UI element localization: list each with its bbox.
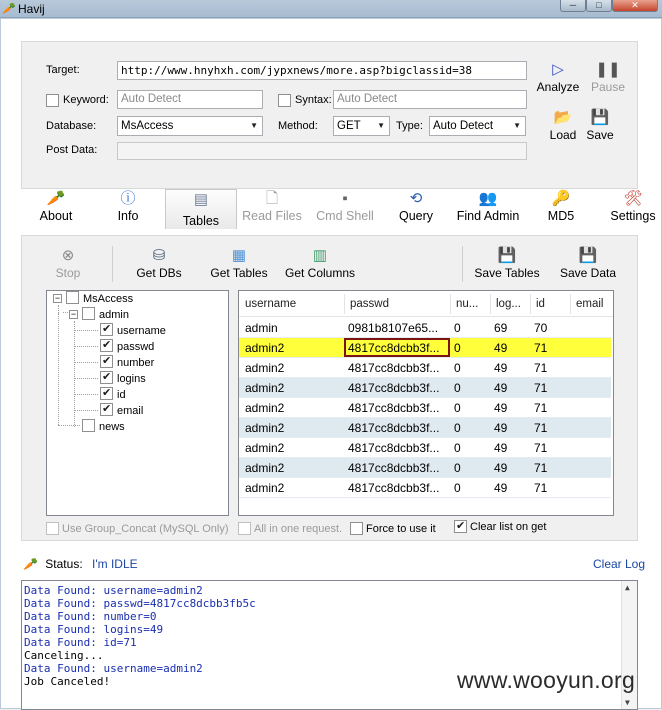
group-concat-label: Use Group_Concat (MySQL Only): [62, 523, 229, 535]
tab-md5-label: MD5: [547, 209, 575, 223]
window-title: Havij: [18, 2, 45, 16]
syntax-input[interactable]: Auto Detect: [333, 90, 527, 109]
all-in-one-label: All in one request.: [254, 523, 343, 535]
table-cell: 4817cc8dcbb3f...: [348, 481, 440, 495]
collapse-db-toggle[interactable]: −: [54, 293, 61, 303]
pause-label: Pause: [590, 80, 626, 94]
tree-db-node[interactable]: MsAccess: [66, 291, 133, 305]
pause-icon: ❚❚: [595, 61, 621, 78]
tree-column-logins[interactable]: ✔logins: [100, 371, 146, 385]
get-dbs-label: Get DBs: [136, 266, 182, 280]
table-cell: 0: [454, 401, 461, 415]
minimize-button[interactable]: ─: [560, 0, 586, 12]
terminal-icon: ▪: [342, 190, 348, 207]
clear-list-label: Clear list on get: [470, 521, 547, 533]
tab-info[interactable]: [111, 189, 145, 229]
load-label: Load: [549, 128, 577, 142]
table-cell: admin2: [245, 421, 285, 435]
keyword-label: Keyword:: [63, 94, 109, 106]
column-header[interactable]: email: [576, 298, 604, 310]
table-cell: admin2: [245, 381, 285, 395]
collapse-table-toggle[interactable]: −: [70, 309, 77, 319]
tree-connector: [58, 305, 59, 313]
table-cell: 4817cc8dcbb3f...: [348, 341, 440, 355]
stop-button[interactable]: [50, 246, 86, 280]
log-line: Data Found: number=0: [24, 610, 157, 623]
save-button[interactable]: [582, 108, 618, 142]
tree-connector: [74, 362, 98, 363]
target-label: Target:: [46, 64, 80, 76]
tree-column-id[interactable]: ✔id: [100, 387, 126, 401]
table-cell: 0: [454, 441, 461, 455]
tree-connector: [74, 394, 98, 395]
database-label: Database:: [46, 120, 97, 132]
stop-label: Stop: [55, 266, 81, 280]
carrot-icon: 🥕: [23, 557, 38, 571]
tab-tables[interactable]: [165, 189, 237, 229]
tab-settings[interactable]: [609, 189, 657, 229]
tab-about-label: About: [39, 209, 73, 223]
tree-table-checkbox[interactable]: [82, 419, 95, 432]
table-cell: 49: [494, 341, 508, 355]
table-cell: admin2: [245, 341, 285, 355]
floppy-icon: 💾: [497, 247, 517, 264]
target-input[interactable]: http://www.hnyhxh.com/jypxnews/more.asp?bigclassid=38: [117, 61, 527, 80]
table-cell: 71: [534, 481, 548, 495]
maximize-button[interactable]: □: [586, 0, 612, 12]
table-cell: 71: [534, 441, 548, 455]
tools-icon: 🛠: [623, 190, 643, 207]
tree-column-number[interactable]: ✔number: [100, 355, 154, 369]
column-checkbox[interactable]: [100, 355, 113, 368]
table-cell: 71: [534, 461, 548, 475]
tab-find-admin[interactable]: [455, 189, 521, 229]
syntax-label: Syntax:: [295, 94, 332, 106]
table-cell: 4817cc8dcbb3f...: [348, 381, 440, 395]
analyze-label: Analyze: [536, 80, 580, 94]
log-line: Canceling...: [24, 649, 104, 662]
main-tabs: [21, 187, 661, 233]
table-cell: 71: [534, 381, 548, 395]
get-dbs-button[interactable]: [130, 246, 188, 280]
save-tables-button[interactable]: [472, 246, 542, 280]
tree-column-email[interactable]: ✔email: [100, 403, 143, 417]
table-cell: admin2: [245, 441, 285, 455]
column-header[interactable]: passwd: [350, 298, 389, 310]
table-cell: 4817cc8dcbb3f...: [348, 441, 440, 455]
log-line: Job Canceled!: [24, 675, 111, 688]
log-line: Data Found: logins=49: [24, 623, 164, 636]
users-icon: 👥: [478, 190, 498, 207]
all-in-one-checkbox[interactable]: [238, 522, 251, 535]
target-panel: [21, 41, 638, 189]
table-icon: ▤: [193, 191, 209, 208]
column-checkbox[interactable]: [100, 371, 113, 384]
analyze-button[interactable]: [534, 60, 582, 94]
table-cell: 0: [454, 381, 461, 395]
postdata-input[interactable]: [117, 142, 527, 160]
tab-query-label: Query: [398, 209, 434, 223]
tab-tables-label: Tables: [182, 214, 220, 228]
table-row[interactable]: [239, 338, 611, 358]
info-icon: ⓘ: [120, 190, 136, 207]
database-select[interactable]: MsAccess ▼: [117, 116, 263, 136]
clear-list-checkbox[interactable]: [454, 520, 467, 533]
tab-read-files[interactable]: [241, 189, 303, 229]
tab-find-admin-label: Find Admin: [456, 209, 520, 223]
table-cell: 0: [454, 321, 461, 335]
keyword-input[interactable]: Auto Detect: [117, 90, 263, 109]
tab-cmd-shell[interactable]: [313, 189, 377, 229]
tables-grid-icon: ▦: [231, 247, 247, 264]
tab-settings-label: Settings: [610, 209, 656, 223]
log-line: Data Found: username=admin2: [24, 662, 203, 675]
save-data-button[interactable]: [558, 246, 618, 280]
stop-icon: ⊗: [61, 247, 75, 264]
table-cell: 49: [494, 401, 508, 415]
get-tables-button[interactable]: [206, 246, 272, 280]
tree-table-checkbox[interactable]: [82, 307, 95, 320]
main-window: [0, 18, 662, 709]
table-cell: 0981b8107e65...: [348, 321, 439, 335]
save-data-label: Save Data: [559, 266, 617, 280]
table-cell: 49: [494, 361, 508, 375]
data-grid: [238, 290, 614, 516]
tab-query[interactable]: [395, 189, 437, 229]
tree-column-passwd[interactable]: ✔passwd: [100, 339, 154, 353]
tree-connector: [74, 410, 98, 411]
log-line: Data Found: passwd=4817cc8dcbb3fb5c: [24, 597, 256, 610]
method-label: Method:: [278, 120, 318, 132]
postdata-label: Post Data:: [46, 144, 98, 156]
close-button[interactable]: ✕: [612, 0, 658, 12]
table-cell: admin2: [245, 481, 285, 495]
floppy-icon: 💾: [590, 109, 610, 126]
scroll-down-icon[interactable]: ▼: [625, 698, 630, 707]
status-line: [23, 557, 138, 571]
table-cell: 0: [454, 341, 461, 355]
group-concat-checkbox[interactable]: [46, 522, 59, 535]
log-line: Data Found: id=71: [24, 636, 137, 649]
column-checkbox[interactable]: [100, 323, 113, 336]
columns-icon: ▥: [312, 247, 328, 264]
table-cell: 71: [534, 341, 548, 355]
column-header[interactable]: username: [245, 298, 297, 310]
get-columns-label: Get Columns: [284, 266, 356, 280]
table-row[interactable]: [239, 378, 611, 398]
toolbar-separator: [112, 246, 113, 282]
table-cell: 70: [534, 321, 548, 335]
table-row[interactable]: [239, 438, 611, 458]
play-icon: ▷: [552, 61, 564, 78]
tab-about[interactable]: [33, 189, 79, 229]
table-cell: admin2: [245, 361, 285, 375]
tab-cmd-shell-label: Cmd Shell: [316, 209, 374, 223]
table-cell: 4817cc8dcbb3f...: [348, 401, 440, 415]
toolbar-separator: [462, 246, 463, 282]
tree-connector: [74, 346, 98, 347]
tree-connector: [74, 330, 98, 331]
tree-connector: [74, 321, 75, 427]
tab-info-label: Info: [117, 209, 139, 223]
table-cell: 49: [494, 441, 508, 455]
table-cell: 69: [494, 321, 508, 335]
table-row[interactable]: [239, 478, 611, 498]
column-checkbox[interactable]: [100, 387, 113, 400]
table-cell: 4817cc8dcbb3f...: [348, 461, 440, 475]
column-checkbox[interactable]: [100, 403, 113, 416]
selected-cell-outline: [344, 338, 450, 357]
table-row[interactable]: [239, 418, 611, 438]
tree-connector: [58, 425, 80, 426]
get-columns-button[interactable]: [282, 246, 358, 280]
tab-md5[interactable]: [545, 189, 577, 229]
load-button[interactable]: [544, 108, 582, 142]
status-value: I'm IDLE: [92, 557, 138, 571]
table-row[interactable]: [239, 318, 611, 338]
file-icon: 🗋: [265, 190, 279, 207]
floppy-icon: 💾: [578, 247, 598, 264]
log-line: Data Found: username=admin2: [24, 584, 203, 597]
database-icon: ⛁: [152, 247, 166, 264]
table-cell: 71: [534, 401, 548, 415]
grid-header: [239, 291, 614, 317]
table-cell: 49: [494, 481, 508, 495]
force-checkbox[interactable]: [350, 522, 363, 535]
table-cell: 49: [494, 381, 508, 395]
save-tables-label: Save Tables: [474, 266, 540, 280]
force-label: Force to use it: [366, 523, 436, 535]
column-header[interactable]: id: [536, 298, 545, 310]
tree-connector: [58, 313, 59, 425]
tree-table-news[interactable]: news: [82, 419, 125, 433]
query-icon: ⟲: [409, 190, 423, 207]
tree-db-checkbox[interactable]: [66, 291, 79, 304]
tab-read-files-label: Read Files: [242, 209, 302, 223]
tree-table-admin[interactable]: admin: [82, 307, 129, 321]
table-cell: 0: [454, 361, 461, 375]
pause-button[interactable]: [586, 60, 630, 94]
clear-log-link[interactable]: Clear Log: [593, 557, 646, 571]
md5-key-icon: 🔑: [551, 190, 571, 207]
save-label: Save: [586, 128, 614, 142]
table-row[interactable]: [239, 398, 611, 418]
column-checkbox[interactable]: [100, 339, 113, 352]
folder-icon: 📂: [553, 109, 573, 126]
keyword-checkbox[interactable]: [46, 94, 59, 107]
table-row[interactable]: [239, 358, 611, 378]
table-cell: 0: [454, 461, 461, 475]
table-cell: 4817cc8dcbb3f...: [348, 361, 440, 375]
tree-connector: [74, 378, 98, 379]
type-label: Type:: [396, 120, 423, 132]
type-select[interactable]: Auto Detect ▼: [429, 116, 526, 136]
schema-tree: [46, 290, 229, 516]
tables-panel: [21, 235, 638, 541]
table-cell: admin2: [245, 401, 285, 415]
column-header[interactable]: nu...: [456, 298, 479, 310]
table-cell: admin2: [245, 461, 285, 475]
table-cell: 0: [454, 481, 461, 495]
table-cell: admin: [245, 321, 278, 335]
tree-column-username[interactable]: ✔username: [100, 323, 166, 337]
table-cell: 0: [454, 421, 461, 435]
status-label: Status:: [45, 557, 83, 571]
table-row[interactable]: [239, 458, 611, 478]
scroll-up-icon[interactable]: ▲: [625, 583, 630, 592]
syntax-checkbox[interactable]: [278, 94, 291, 107]
get-tables-label: Get Tables: [210, 266, 268, 280]
table-cell: 71: [534, 361, 548, 375]
method-select[interactable]: GET ▼: [333, 116, 390, 136]
havij-carrot-icon: 🥕: [2, 3, 16, 15]
table-cell: 49: [494, 421, 508, 435]
table-cell: 49: [494, 461, 508, 475]
carrot-icon: 🥕: [46, 190, 66, 207]
title-bar: [0, 0, 662, 18]
column-header[interactable]: log...: [496, 298, 521, 310]
table-cell: 71: [534, 421, 548, 435]
table-cell: 4817cc8dcbb3f...: [348, 421, 440, 435]
watermark: www.wooyun.org: [457, 667, 636, 693]
